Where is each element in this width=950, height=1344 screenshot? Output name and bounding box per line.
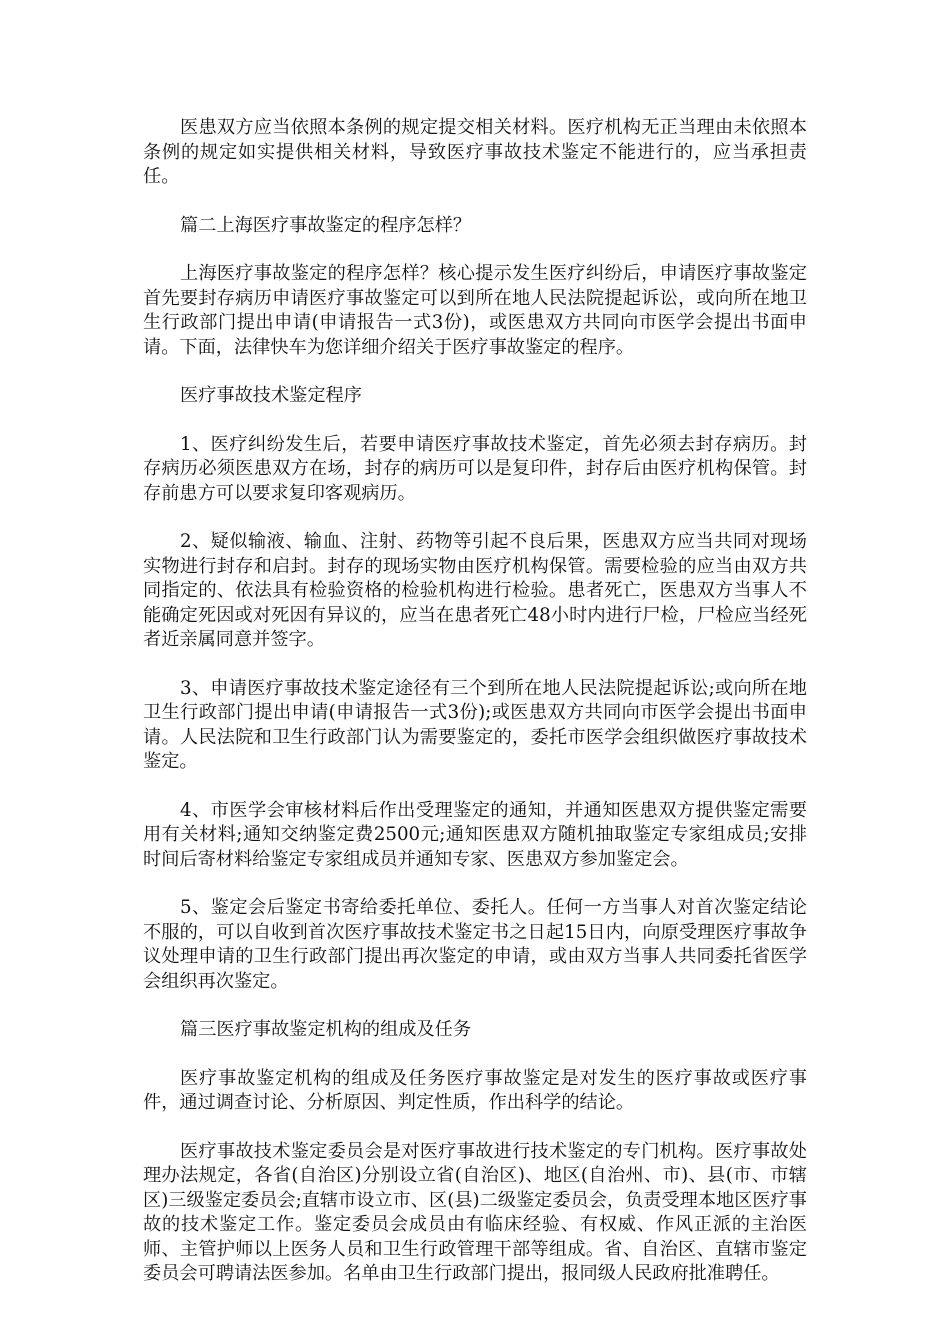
paragraph-step-5: 5、鉴定会后鉴定书寄给委托单位、委托人。任何一方当事人对首次鉴定结论不服的，可以自收到首次医疗事故技术鉴定书之日起15日内，向原受理医疗事故争议处理申请的卫生行政部门提出再次鉴定的申请，或由双方当事人共同委托省医学会组织再次鉴定。 [143, 897, 807, 992]
paragraph-organization-intro: 医疗事故鉴定机构的组成及任务医疗事故鉴定是对发生的医疗事故或医疗事件，通过调查讨论、分析原因、判定性质，作出科学的结论。 [143, 1067, 807, 1113]
paragraph-step-2: 2、疑似输液、输血、注射、药物等引起不良后果，医患双方应当共同对现场实物进行封存和启封。封存的现场实物由医疗机构保管。需要检验的应当由双方共同指定的、依法具有检验资格的检验机构进行检验。患者死亡，医患双方当事人不能确定死因或对死因有异议的，应当在患者死亡48小时内进行尸检，尸检应当经死者近亲属同意并签字。 [143, 531, 807, 650]
section-heading-shanghai-procedure: 篇二上海医疗事故鉴定的程序怎样？ [180, 214, 472, 236]
section-heading-organization: 篇三医疗事故鉴定机构的组成及任务 [180, 1019, 472, 1040]
paragraph-step-1: 1、医疗纠纷发生后，若要申请医疗事故技术鉴定，首先必须去封存病历。封存病历必须医患双方在场，封存的病历可以是复印件，封存后由医疗机构保管。封存前患方可以要求复印客观病历。 [143, 433, 807, 504]
subheading-technical-procedure: 医疗事故技术鉴定程序 [180, 385, 362, 406]
paragraph-step-4: 4、市医学会审核材料后作出受理鉴定的通知，并通知医患双方提供鉴定需要用有关材料;通知交纳鉴定费2500元;通知医患双方随机抽取鉴定专家组成员;安排时间后寄材料给鉴定专家组成员并通知专家、医患双方参加鉴定会。 [143, 799, 807, 870]
document-page [143, 116, 807, 1311]
paragraph-shanghai-intro: 上海医疗事故鉴定的程序怎样？核心提示发生医疗纠纷后，申请医疗事故鉴定首先要封存病历申请医疗事故鉴定可以到所在地人民法院提起诉讼，或向所在地卫生行政部门提出申请(申请报告一式3份)，或医患双方共同向市医学会提出书面申请。下面，法律快车为您详细介绍关于医疗事故鉴定的程序。 [143, 263, 807, 358]
paragraph-step-3: 3、申请医疗事故技术鉴定途径有三个到所在地人民法院提起诉讼;或向所在地卫生行政部门提出申请(申请报告一式3份);或医患双方共同向市医学会提出书面申请。人民法院和卫生行政部门认为需要鉴定的，委托市医学会组织做医疗事故技术鉴定。 [143, 677, 807, 772]
paragraph-materials-responsibility: 医患双方应当依照本条例的规定提交相关材料。医疗机构无正当理由未依照本条例的规定如实提供相关材料，导致医疗事故技术鉴定不能进行的，应当承担责任。 [143, 117, 807, 187]
paragraph-committee: 医疗事故技术鉴定委员会是对医疗事故进行技术鉴定的专门机构。医疗事故处理办法规定，各省(自治区)分别设立省(自治区)、地区(自治州、市)、县(市、市辖区)三级鉴定委员会;直辖市设立市、区(县)二级鉴定委员会，负责受理本地区医疗事故的技术鉴定工作。鉴定委员会成员由有临床经验、有权威、作风正派的主治医师、主管护师以上医务人员和卫生行政管理干部等组成。省、自治区、直辖市鉴定委员会可聘请法医参加。名单由卫生行政部门提出，报同级人民政府批准聘任。 [143, 1140, 807, 1284]
